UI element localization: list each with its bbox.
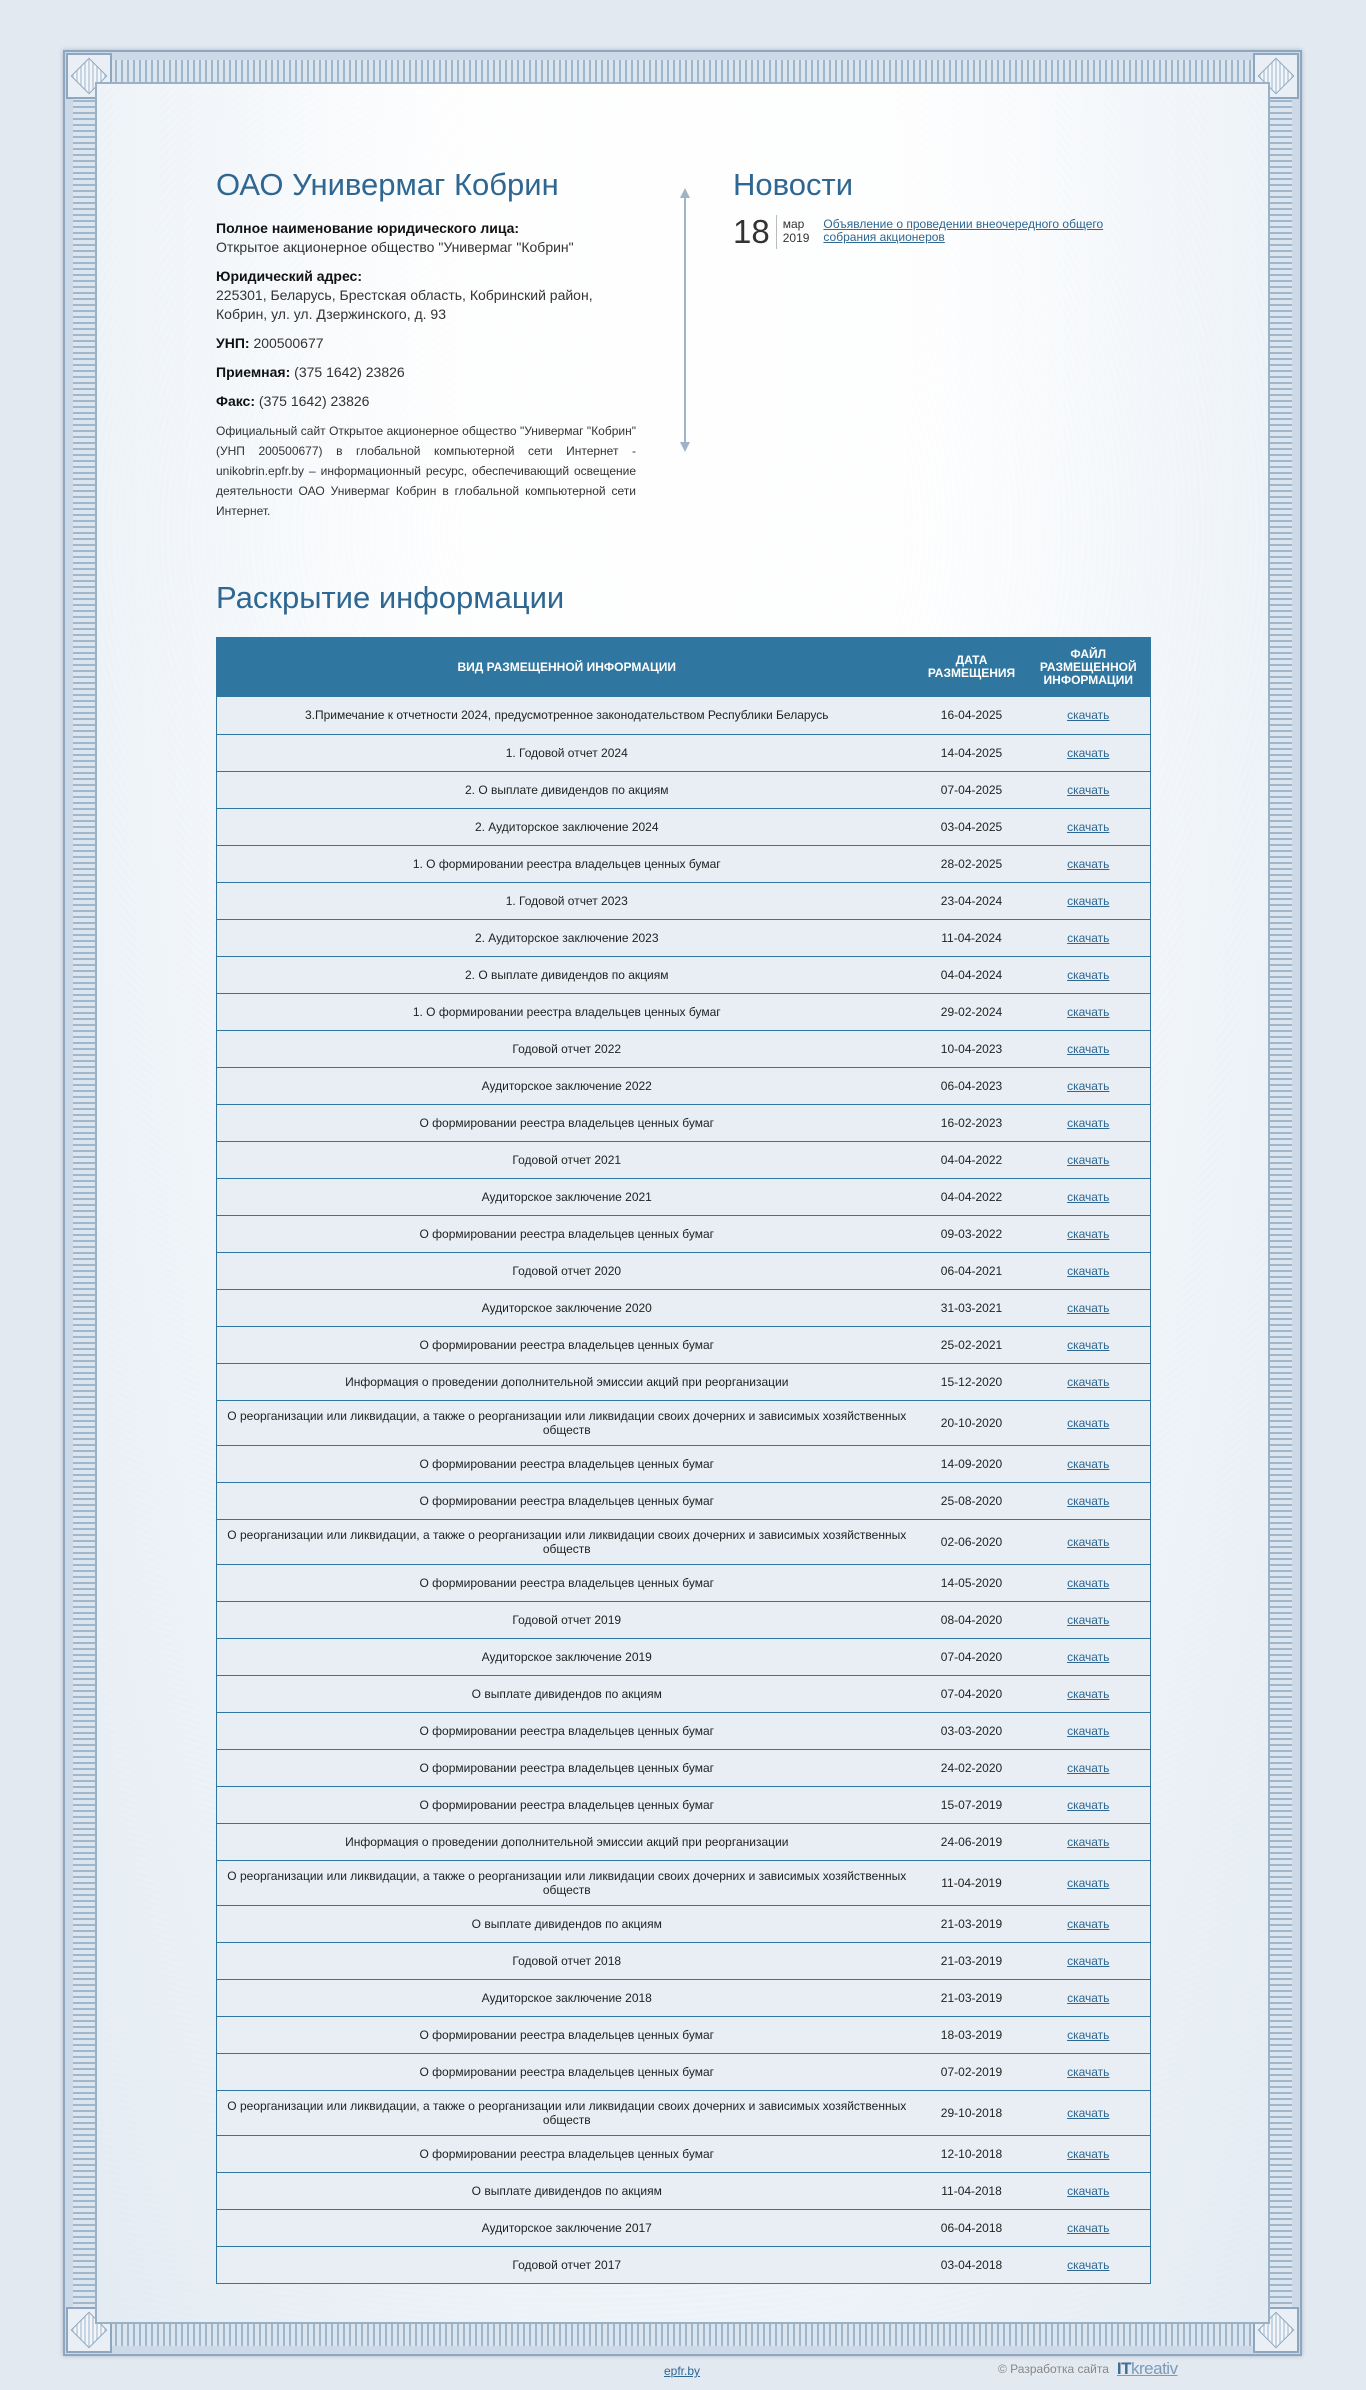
unp-field bbox=[216, 334, 636, 353]
table-row bbox=[217, 1979, 1151, 2016]
cell-file bbox=[1027, 1445, 1151, 1482]
download-link[interactable]: скачать bbox=[1067, 1152, 1110, 1167]
table-row bbox=[217, 956, 1151, 993]
cell-file bbox=[1027, 1905, 1151, 1942]
table-row bbox=[217, 1141, 1151, 1178]
full-name-field bbox=[216, 219, 636, 257]
cell-date: 25-08-2020 bbox=[917, 1482, 1027, 1519]
cell-date: 07-04-2020 bbox=[917, 1675, 1027, 1712]
cell-type: О реорганизации или ликвидации, а также о реорганизации или ликвидации своих дочерних и зависимых хозяйственных обществ bbox=[217, 1519, 917, 1564]
cell-file bbox=[1027, 993, 1151, 1030]
cell-date: 29-02-2024 bbox=[917, 993, 1027, 1030]
download-link[interactable]: скачать bbox=[1067, 1723, 1110, 1738]
cell-file bbox=[1027, 808, 1151, 845]
download-link[interactable]: скачать bbox=[1067, 1612, 1110, 1627]
cell-file bbox=[1027, 2246, 1151, 2283]
cell-type: Информация о проведении дополнительной эмиссии акций при реорганизации bbox=[217, 1363, 917, 1400]
cell-type: 1. Годовой отчет 2024 bbox=[217, 734, 917, 771]
cell-date: 04-04-2022 bbox=[917, 1141, 1027, 1178]
cell-date: 24-02-2020 bbox=[917, 1749, 1027, 1786]
about-text: Официальный сайт Открытое акционерное общество "Универмаг "Кобрин" (УНП 200500677) в глобальной компьютерной сети Интернет - unikobrin.epfr.by – информационный ресурс, обеспечивающий освещение деятельности ОАО Универмаг Кобрин в глобальной компьютерной сети Интернет. bbox=[216, 424, 636, 518]
table-row bbox=[217, 1601, 1151, 1638]
cell-date: 21-03-2019 bbox=[917, 1979, 1027, 2016]
cell-date: 09-03-2022 bbox=[917, 1215, 1027, 1252]
cell-file bbox=[1027, 1638, 1151, 1675]
cell-file bbox=[1027, 1564, 1151, 1601]
cell-date: 21-03-2019 bbox=[917, 1905, 1027, 1942]
download-link[interactable]: скачать bbox=[1067, 2064, 1110, 2079]
cell-file bbox=[1027, 1601, 1151, 1638]
table-row bbox=[217, 1712, 1151, 1749]
frame-border-left bbox=[73, 96, 97, 2310]
full-name-label: Полное наименование юридического лица: bbox=[216, 220, 520, 236]
cell-date: 14-04-2025 bbox=[917, 734, 1027, 771]
cell-file bbox=[1027, 1363, 1151, 1400]
cell-type: О формировании реестра владельцев ценных бумаг bbox=[217, 2016, 917, 2053]
cell-date: 10-04-2023 bbox=[917, 1030, 1027, 1067]
table-row bbox=[217, 2246, 1151, 2283]
download-link[interactable]: скачать bbox=[1067, 1875, 1110, 1890]
company-title: ОАО Универмаг Кобрин bbox=[216, 167, 559, 202]
table-row bbox=[217, 1942, 1151, 1979]
news-year: 2019 bbox=[782, 231, 810, 245]
reception-value: (375 1642) 23826 bbox=[294, 364, 405, 380]
cell-file bbox=[1027, 1252, 1151, 1289]
cell-date: 11-04-2019 bbox=[917, 1860, 1027, 1905]
table-row bbox=[217, 2209, 1151, 2246]
cell-date: 03-04-2025 bbox=[917, 808, 1027, 845]
table-row bbox=[217, 808, 1151, 845]
developer-text: © Разработка сайта bbox=[998, 2362, 1109, 2376]
cell-date: 25-02-2021 bbox=[917, 1326, 1027, 1363]
table-row bbox=[217, 2016, 1151, 2053]
download-link[interactable]: скачать bbox=[1067, 893, 1110, 908]
table-row bbox=[217, 1104, 1151, 1141]
table-row bbox=[217, 1252, 1151, 1289]
cell-file bbox=[1027, 2172, 1151, 2209]
cell-type: О реорганизации или ликвидации, а также о реорганизации или ликвидации своих дочерних и зависимых хозяйственных обществ bbox=[217, 1400, 917, 1445]
reception-field bbox=[216, 363, 636, 382]
fax-label: Факс: bbox=[216, 393, 256, 409]
news-day: 18 bbox=[733, 215, 777, 249]
cell-type: О формировании реестра владельцев ценных бумаг bbox=[217, 1482, 917, 1519]
cell-file bbox=[1027, 771, 1151, 808]
cell-date: 04-04-2024 bbox=[917, 956, 1027, 993]
column-header-type: ВИД РАЗМЕЩЕННОЙ ИНФОРМАЦИИ bbox=[217, 637, 917, 697]
cell-type: 3.Примечание к отчетности 2024, предусмотренное законодательством Республики Беларусь bbox=[217, 697, 917, 734]
table-row bbox=[217, 734, 1151, 771]
cell-type: Аудиторское заключение 2021 bbox=[217, 1178, 917, 1215]
reception-label: Приемная: bbox=[216, 364, 291, 380]
cell-type: О формировании реестра владельцев ценных бумаг bbox=[217, 1749, 917, 1786]
cell-file bbox=[1027, 2016, 1151, 2053]
download-link[interactable]: скачать bbox=[1067, 1686, 1110, 1701]
cell-type: 1. О формировании реестра владельцев ценных бумаг bbox=[217, 993, 917, 1030]
download-link[interactable]: скачать bbox=[1067, 1078, 1110, 1093]
disclosure-table bbox=[216, 637, 1151, 2284]
cell-type: Аудиторское заключение 2019 bbox=[217, 1638, 917, 1675]
cell-date: 20-10-2020 bbox=[917, 1400, 1027, 1445]
cell-file bbox=[1027, 1030, 1151, 1067]
cell-file bbox=[1027, 1482, 1151, 1519]
cell-file bbox=[1027, 882, 1151, 919]
cell-type: О формировании реестра владельцев ценных бумаг bbox=[217, 1104, 917, 1141]
cell-type: О формировании реестра владельцев ценных бумаг bbox=[217, 2135, 917, 2172]
download-link[interactable]: скачать bbox=[1067, 2105, 1110, 2120]
cell-file bbox=[1027, 2135, 1151, 2172]
table-row bbox=[217, 1564, 1151, 1601]
download-link[interactable]: скачать bbox=[1067, 1226, 1110, 1241]
download-link[interactable]: скачать bbox=[1067, 1953, 1110, 1968]
cell-type: О формировании реестра владельцев ценных бумаг bbox=[217, 1326, 917, 1363]
download-link[interactable]: скачать bbox=[1067, 1916, 1110, 1931]
cell-type: Годовой отчет 2018 bbox=[217, 1942, 917, 1979]
table-row bbox=[217, 1638, 1151, 1675]
news-month: мар bbox=[782, 217, 805, 231]
table-row bbox=[217, 2090, 1151, 2135]
download-link[interactable]: скачать bbox=[1067, 1374, 1110, 1389]
table-row bbox=[217, 919, 1151, 956]
cell-file bbox=[1027, 1823, 1151, 1860]
download-link[interactable]: скачать bbox=[1067, 1337, 1110, 1352]
company-info bbox=[216, 167, 636, 521]
cell-file bbox=[1027, 845, 1151, 882]
table-row bbox=[217, 993, 1151, 1030]
download-link[interactable]: скачать bbox=[1067, 708, 1110, 723]
cell-file bbox=[1027, 1749, 1151, 1786]
cell-file bbox=[1027, 1289, 1151, 1326]
download-link[interactable]: скачать bbox=[1067, 1115, 1110, 1130]
cell-date: 06-04-2023 bbox=[917, 1067, 1027, 1104]
table-row bbox=[217, 1289, 1151, 1326]
download-link[interactable]: скачать bbox=[1067, 1649, 1110, 1664]
cell-file bbox=[1027, 1326, 1151, 1363]
table-row bbox=[217, 1519, 1151, 1564]
table-row bbox=[217, 1400, 1151, 1445]
cell-file bbox=[1027, 1215, 1151, 1252]
table-row bbox=[217, 697, 1151, 734]
unp-label: УНП: bbox=[216, 335, 250, 351]
cell-file bbox=[1027, 1067, 1151, 1104]
cell-date: 07-04-2020 bbox=[917, 1638, 1027, 1675]
fax-field bbox=[216, 392, 636, 411]
cell-file bbox=[1027, 1141, 1151, 1178]
cell-type: Аудиторское заключение 2022 bbox=[217, 1067, 917, 1104]
cell-type: О выплате дивидендов по акциям bbox=[217, 2172, 917, 2209]
table-row bbox=[217, 1860, 1151, 1905]
cell-file bbox=[1027, 1979, 1151, 2016]
news-item bbox=[733, 215, 1133, 249]
table-row bbox=[217, 2135, 1151, 2172]
table-row bbox=[217, 1067, 1151, 1104]
address-field bbox=[216, 267, 636, 324]
cell-type: Аудиторское заключение 2017 bbox=[217, 2209, 917, 2246]
cell-date: 07-02-2019 bbox=[917, 2053, 1027, 2090]
cell-date: 11-04-2018 bbox=[917, 2172, 1027, 2209]
cell-date: 16-04-2025 bbox=[917, 697, 1027, 734]
cell-date: 03-03-2020 bbox=[917, 1712, 1027, 1749]
table-row bbox=[217, 1178, 1151, 1215]
frame-border-bottom bbox=[109, 2322, 1256, 2346]
cell-type: 1. Годовой отчет 2023 bbox=[217, 882, 917, 919]
download-link[interactable]: скачать bbox=[1067, 1575, 1110, 1590]
cell-file bbox=[1027, 1786, 1151, 1823]
table-row bbox=[217, 1363, 1151, 1400]
cell-type: Годовой отчет 2019 bbox=[217, 1601, 917, 1638]
download-link[interactable]: скачать bbox=[1067, 2027, 1110, 2042]
cell-type: 2. Аудиторское заключение 2024 bbox=[217, 808, 917, 845]
table-row bbox=[217, 1482, 1151, 1519]
cell-type: О формировании реестра владельцев ценных бумаг bbox=[217, 1215, 917, 1252]
unp-value: 200500677 bbox=[253, 335, 324, 351]
cell-type: О выплате дивидендов по акциям bbox=[217, 1905, 917, 1942]
download-link[interactable]: скачать bbox=[1067, 1834, 1110, 1849]
download-link[interactable]: скачать bbox=[1067, 2220, 1110, 2235]
cell-type: Информация о проведении дополнительной эмиссии акций при реорганизации bbox=[217, 1823, 917, 1860]
table-row bbox=[217, 1215, 1151, 1252]
cell-date: 23-04-2024 bbox=[917, 882, 1027, 919]
download-link[interactable]: скачать bbox=[1067, 1041, 1110, 1056]
cell-file bbox=[1027, 1178, 1151, 1215]
download-link[interactable]: скачать bbox=[1067, 1300, 1110, 1315]
footer-epfr-link[interactable]: epfr.by bbox=[664, 2364, 701, 2378]
table-row bbox=[217, 845, 1151, 882]
table-row bbox=[217, 1675, 1151, 1712]
cell-date: 12-10-2018 bbox=[917, 2135, 1027, 2172]
cell-date: 14-05-2020 bbox=[917, 1564, 1027, 1601]
cell-date: 11-04-2024 bbox=[917, 919, 1027, 956]
cell-date: 07-04-2025 bbox=[917, 771, 1027, 808]
table-row bbox=[217, 1823, 1151, 1860]
developer-logo[interactable]: ITkreativ bbox=[1116, 2359, 1178, 2378]
download-link[interactable]: скачать bbox=[1067, 930, 1110, 945]
download-link[interactable]: скачать bbox=[1067, 819, 1110, 834]
download-link[interactable]: скачать bbox=[1067, 1456, 1110, 1471]
cell-type: Годовой отчет 2022 bbox=[217, 1030, 917, 1067]
table-row bbox=[217, 882, 1151, 919]
cell-file bbox=[1027, 1104, 1151, 1141]
cell-date: 15-12-2020 bbox=[917, 1363, 1027, 1400]
cell-date: 18-03-2019 bbox=[917, 2016, 1027, 2053]
disclosure-title: Раскрытие информации bbox=[216, 580, 565, 615]
cell-date: 29-10-2018 bbox=[917, 2090, 1027, 2135]
cell-file bbox=[1027, 2090, 1151, 2135]
developer-credit bbox=[998, 2359, 1178, 2379]
disclosure-table-body bbox=[217, 697, 1151, 2283]
cell-date: 02-06-2020 bbox=[917, 1519, 1027, 1564]
download-link[interactable]: скачать bbox=[1067, 2146, 1110, 2161]
cell-file bbox=[1027, 1712, 1151, 1749]
cell-date: 31-03-2021 bbox=[917, 1289, 1027, 1326]
table-row bbox=[217, 2172, 1151, 2209]
table-row bbox=[217, 1749, 1151, 1786]
download-link[interactable]: скачать bbox=[1067, 1534, 1110, 1549]
cell-date: 03-04-2018 bbox=[917, 2246, 1027, 2283]
cell-type: О формировании реестра владельцев ценных бумаг bbox=[217, 1786, 917, 1823]
cell-type: Аудиторское заключение 2020 bbox=[217, 1289, 917, 1326]
cell-type: О формировании реестра владельцев ценных бумаг bbox=[217, 2053, 917, 2090]
news-title: Новости bbox=[733, 167, 854, 202]
news-date bbox=[777, 215, 824, 245]
cell-type: Годовой отчет 2017 bbox=[217, 2246, 917, 2283]
cell-file bbox=[1027, 956, 1151, 993]
download-link[interactable]: скачать bbox=[1067, 1004, 1110, 1019]
cell-file bbox=[1027, 1519, 1151, 1564]
cell-date: 14-09-2020 bbox=[917, 1445, 1027, 1482]
cell-file bbox=[1027, 1942, 1151, 1979]
cell-file bbox=[1027, 1860, 1151, 1905]
cell-type: 2. О выплате дивидендов по акциям bbox=[217, 956, 917, 993]
cell-type: Годовой отчет 2020 bbox=[217, 1252, 917, 1289]
fax-value: (375 1642) 23826 bbox=[258, 393, 370, 409]
frame-border-right bbox=[1268, 96, 1292, 2310]
cell-type: О формировании реестра владельцев ценных бумаг bbox=[217, 1445, 917, 1482]
download-link[interactable]: скачать bbox=[1067, 782, 1110, 797]
download-link[interactable]: скачать bbox=[1067, 1263, 1110, 1278]
download-link[interactable]: скачать bbox=[1067, 2257, 1110, 2272]
disclosure-table-wrap bbox=[216, 637, 1150, 2284]
download-link[interactable]: скачать bbox=[1067, 856, 1110, 871]
header-divider bbox=[684, 190, 686, 450]
cell-type: Аудиторское заключение 2018 bbox=[217, 1979, 917, 2016]
table-row bbox=[217, 1786, 1151, 1823]
cell-type: О формировании реестра владельцев ценных бумаг bbox=[217, 1712, 917, 1749]
address-value: 225301, Беларусь, Брестская область, Кобринский район, Кобрин, ул. ул. Дзержинского, д. 93 bbox=[216, 287, 593, 322]
cell-date: 06-04-2018 bbox=[917, 2209, 1027, 2246]
cell-date: 24-06-2019 bbox=[917, 1823, 1027, 1860]
table-row bbox=[217, 1326, 1151, 1363]
cell-type: Годовой отчет 2021 bbox=[217, 1141, 917, 1178]
download-link[interactable]: скачать bbox=[1067, 745, 1110, 760]
download-link[interactable]: скачать bbox=[1067, 1493, 1110, 1508]
cell-file bbox=[1027, 1675, 1151, 1712]
column-header-date: ДАТА РАЗМЕЩЕНИЯ bbox=[917, 637, 1027, 697]
cell-type: 1. О формировании реестра владельцев ценных бумаг bbox=[217, 845, 917, 882]
download-link[interactable]: скачать bbox=[1067, 1990, 1110, 2005]
table-row bbox=[217, 1030, 1151, 1067]
cell-date: 04-04-2022 bbox=[917, 1178, 1027, 1215]
table-row bbox=[217, 2053, 1151, 2090]
cell-date: 28-02-2025 bbox=[917, 845, 1027, 882]
full-name-value: Открытое акционерное общество "Универмаг "Кобрин" bbox=[216, 239, 574, 255]
cell-date: 16-02-2023 bbox=[917, 1104, 1027, 1141]
table-row bbox=[217, 771, 1151, 808]
cell-date: 15-07-2019 bbox=[917, 1786, 1027, 1823]
download-link[interactable]: скачать bbox=[1067, 2183, 1110, 2198]
cell-type: 2. О выплате дивидендов по акциям bbox=[217, 771, 917, 808]
cell-file bbox=[1027, 734, 1151, 771]
cell-file bbox=[1027, 697, 1151, 734]
news-section bbox=[733, 167, 1133, 249]
cell-file bbox=[1027, 919, 1151, 956]
column-header-file: ФАЙЛ РАЗМЕЩЕННОЙ ИНФОРМАЦИИ bbox=[1027, 637, 1151, 697]
cell-date: 21-03-2019 bbox=[917, 1942, 1027, 1979]
cell-type: О формировании реестра владельцев ценных бумаг bbox=[217, 1564, 917, 1601]
download-link[interactable]: скачать bbox=[1067, 1415, 1110, 1430]
table-row bbox=[217, 1445, 1151, 1482]
address-label: Юридический адрес: bbox=[216, 268, 362, 284]
frame-border-top bbox=[109, 60, 1256, 84]
cell-file bbox=[1027, 2209, 1151, 2246]
cell-type: О реорганизации или ликвидации, а также о реорганизации или ликвидации своих дочерних и зависимых хозяйственных обществ bbox=[217, 2090, 917, 2135]
news-link[interactable]: Объявление о проведении внеочередного общего собрания акционеров bbox=[823, 217, 1104, 244]
cell-type: 2. Аудиторское заключение 2023 bbox=[217, 919, 917, 956]
cell-date: 08-04-2020 bbox=[917, 1601, 1027, 1638]
table-row bbox=[217, 1905, 1151, 1942]
cell-file bbox=[1027, 2053, 1151, 2090]
cell-date: 06-04-2021 bbox=[917, 1252, 1027, 1289]
cell-type: О реорганизации или ликвидации, а также о реорганизации или ликвидации своих дочерних и зависимых хозяйственных обществ bbox=[217, 1860, 917, 1905]
download-link[interactable]: скачать bbox=[1067, 1760, 1110, 1775]
download-link[interactable]: скачать bbox=[1067, 967, 1110, 982]
download-link[interactable]: скачать bbox=[1067, 1189, 1110, 1204]
cell-type: О выплате дивидендов по акциям bbox=[217, 1675, 917, 1712]
download-link[interactable]: скачать bbox=[1067, 1797, 1110, 1812]
cell-file bbox=[1027, 1400, 1151, 1445]
